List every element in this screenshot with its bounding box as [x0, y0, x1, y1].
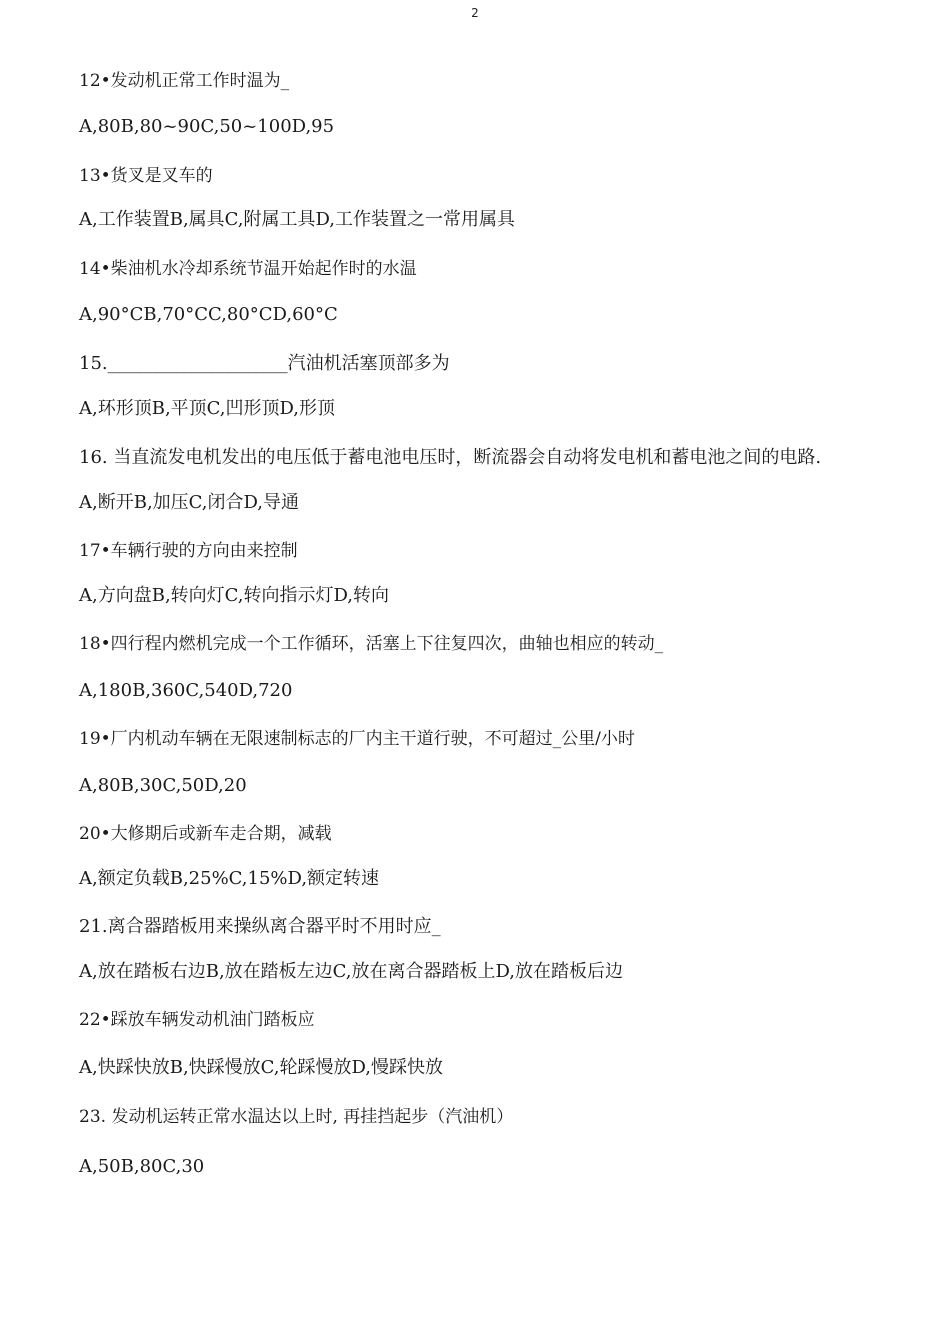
question-22: 22•踩放车辆发动机油门踏板应	[79, 1010, 315, 1030]
question-20: 20•大修期后或新车走合期，减载	[79, 824, 332, 844]
question-15: 15.____________________汽油机活塞顶部多为	[79, 353, 450, 374]
question-16: 16. 当直流发电机发出的电压低于蓄电池电压时，断流器会自动将发电机和蓄电池之间的电路.	[79, 447, 822, 468]
question-17: 17•车辆行驶的方向由来控制	[79, 541, 298, 561]
answer-20: A,额定负载B,25%C,15%D,额定转速	[79, 868, 380, 889]
answer-19: A,80B,30C,50D,20	[79, 775, 247, 796]
question-21: 21.离合器踏板用来操纵离合器平时不用时应_	[79, 916, 441, 937]
answer-12: A,80B,80~90C,50~100D,95	[79, 116, 335, 137]
answer-13: A,工作装置B,属具C,附属工具D,工作装置之一常用属具	[79, 209, 516, 230]
question-23: 23. 发动机运转正常水温达以上时, 再挂挡起步（汽油机）	[79, 1107, 514, 1127]
page-number: 2	[471, 6, 479, 20]
question-13: 13•货叉是叉车的	[79, 166, 213, 186]
answer-14: A,90°CB,70°CC,80°CD,60°C	[79, 304, 338, 325]
question-14: 14•柴油机水冷却系统节温开始起作时的水温	[79, 259, 417, 279]
question-18: 18•四行程内燃机完成一个工作循环，活塞上下往复四次，曲轴也相应的转动_	[79, 634, 664, 654]
answer-22: A,快踩快放B,快踩慢放C,轮踩慢放D,慢踩快放	[79, 1057, 444, 1078]
answer-23: A,50B,80C,30	[79, 1156, 205, 1177]
answer-16: A,断开B,加压C,闭合D,导通	[79, 492, 300, 513]
answer-21: A,放在踏板右边B,放在踏板左边C,放在离合器踏板上D,放在踏板后边	[79, 961, 624, 982]
answer-17: A,方向盘B,转向灯C,转向指示灯D,转向	[79, 585, 390, 606]
answer-18: A,180B,360C,540D,720	[79, 680, 293, 701]
answer-15: A,环形顶B,平顶C,凹形顶D,形顶	[79, 398, 336, 419]
question-12: 12•发动机正常工作时温为_	[79, 71, 290, 91]
question-19: 19•厂内机动车辆在无限速制标志的厂内主干道行驶，不可超过_公里/小时	[79, 729, 635, 749]
